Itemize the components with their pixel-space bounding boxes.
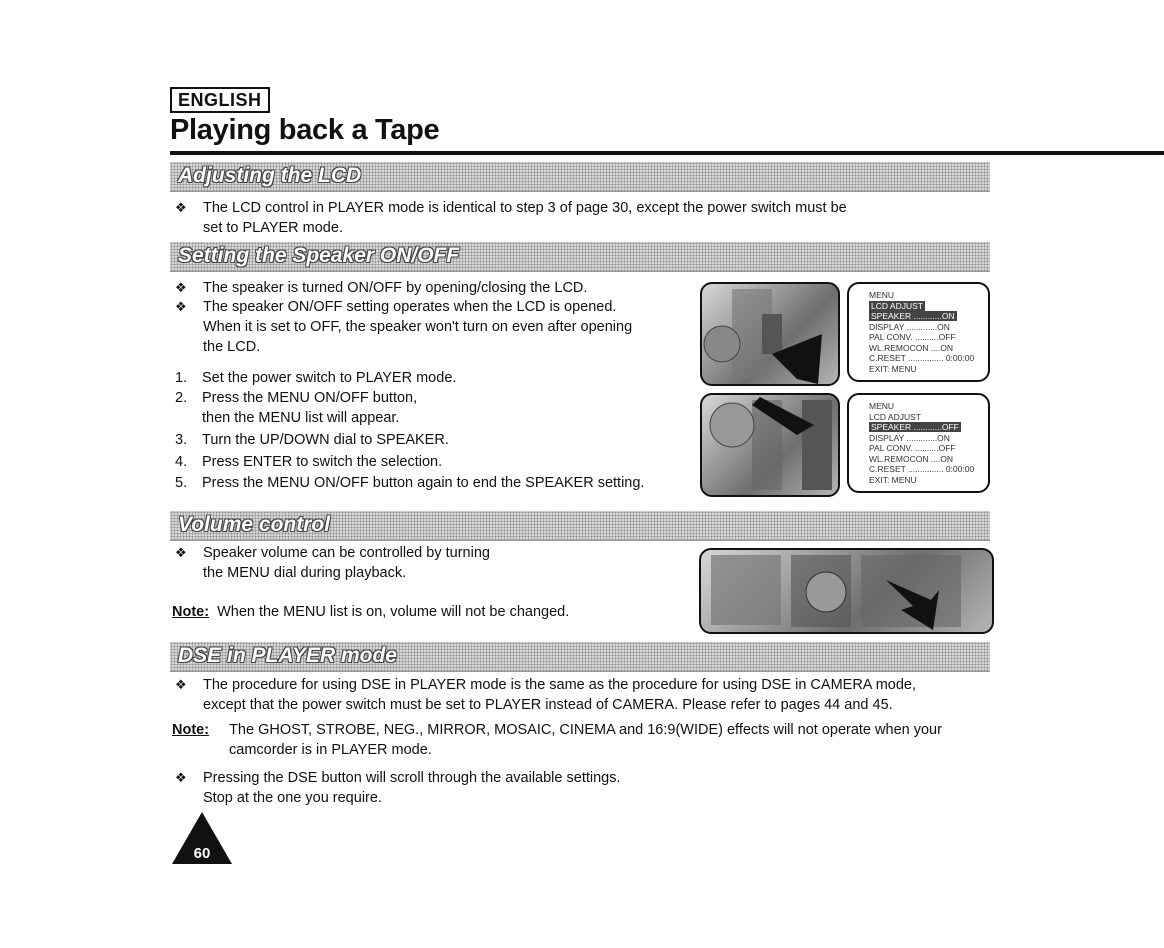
speaker-bullet-2: ❖ The speaker ON/OFF setting operates when the LCD is opened. When it is set to OFF, the speaker won't turn on even after opening the LCD. <box>175 299 633 355</box>
dse-note: Note: The GHOST, STROBE, NEG., MIRROR, MOSAIC, CINEMA and 16:9(WIDE) effects will not operate when your camcorder is in PLAYER mode. <box>172 722 942 758</box>
bullet-marker-icon: ❖ <box>175 545 187 560</box>
bullet-marker-icon: ❖ <box>175 677 187 692</box>
volume-note: Note: When the MENU list is on, volume will not be changed. <box>172 604 570 620</box>
step-2: 2. Press the MENU ON/OFF button, then the MENU list will appear. <box>175 390 418 426</box>
step-1: 1. Set the power switch to PLAYER mode. <box>175 370 457 386</box>
camcorder-photo-2 <box>700 393 840 497</box>
lcd-bullet: ❖ The LCD control in PLAYER mode is identical to step 3 of page 30, except the power switch must be set to PLAYER mode. <box>175 200 847 236</box>
section-heading-speaker: Setting the Speaker ON/OFF <box>170 242 990 272</box>
dse-bullet-2: ❖ Pressing the DSE button will scroll through the available settings. Stop at the one you require. <box>175 770 621 806</box>
dse-bullet-1: ❖ The procedure for using DSE in PLAYER mode is the same as the procedure for using DSE in CAMERA mode, except that the power switch must be set to PLAYER instead of CAMERA. Please refer to pages 44 and 45. <box>175 677 916 713</box>
title-rule <box>170 151 1164 155</box>
language-label: ENGLISH <box>170 87 270 113</box>
bullet-marker-icon: ❖ <box>175 770 187 785</box>
camcorder-photo-3 <box>699 548 994 634</box>
step-4: 4. Press ENTER to switch the selection. <box>175 454 443 470</box>
page-number: 60 <box>193 845 211 862</box>
step-3: 3. Turn the UP/DOWN dial to SPEAKER. <box>175 432 449 448</box>
section-heading-volume: Volume control <box>170 511 990 541</box>
menu-screen-speaker-on: MENU LCD ADJUST SPEAKER ............ON DISPLAY .............ON PAL CONV. ..........OFF WL.REMOCON ....ON C.RESET ............... 0:00:00 EXIT: MENU <box>847 282 990 382</box>
camcorder-photo-1 <box>700 282 840 386</box>
menu-screen-speaker-off: MENU LCD ADJUST SPEAKER ............OFF DISPLAY .............ON PAL CONV. ..........OFF WL.REMOCON ....ON C.RESET ............... 0:00:00 EXIT: MENU <box>847 393 990 493</box>
section-heading-dse: DSE in PLAYER mode <box>170 642 990 672</box>
speaker-bullet-1: ❖ The speaker is turned ON/OFF by opening/closing the LCD. <box>175 280 588 296</box>
bullet-marker-icon: ❖ <box>175 200 187 215</box>
bullet-marker-icon: ❖ <box>175 299 187 314</box>
bullet-marker-icon: ❖ <box>175 280 187 295</box>
section-heading-lcd: Adjusting the LCD <box>170 162 990 192</box>
volume-bullet: ❖ Speaker volume can be controlled by turning the MENU dial during playback. <box>175 545 490 581</box>
page-title: Playing back a Tape <box>170 114 440 146</box>
step-5: 5. Press the MENU ON/OFF button again to end the SPEAKER setting. <box>175 475 645 491</box>
